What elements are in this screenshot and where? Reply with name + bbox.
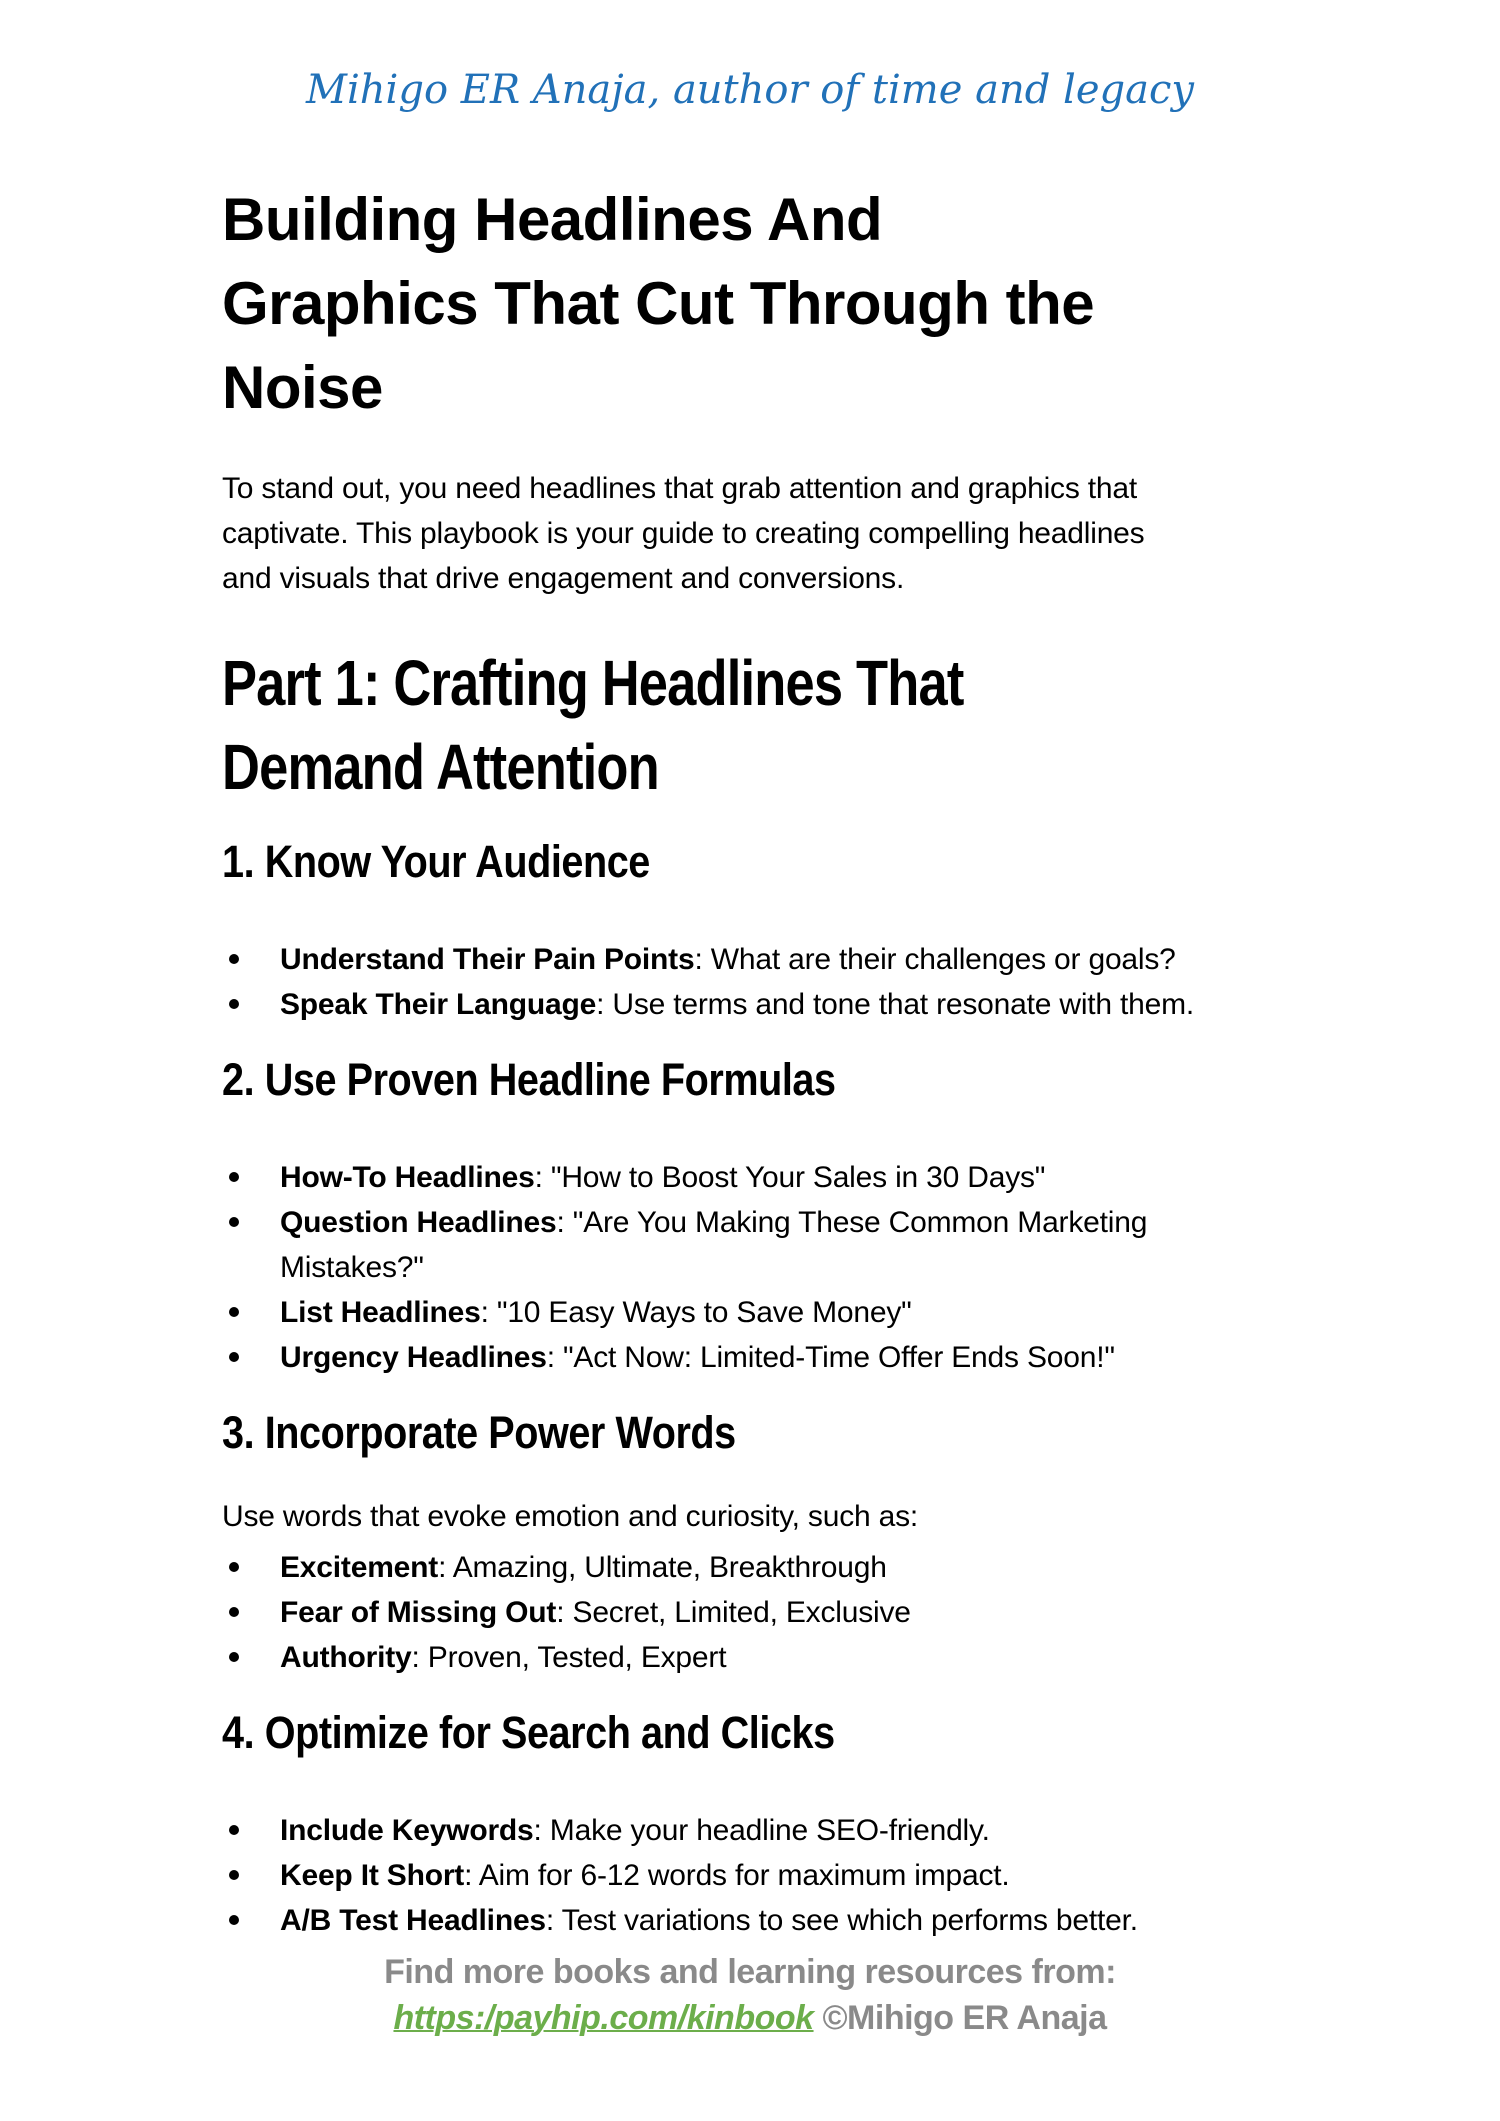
bullet-text: : "Act Now: Limited-Time Offer Ends Soon!": [546, 1341, 1115, 1374]
bullet-item: [222, 1590, 1420, 1635]
bullet-item: [222, 937, 1420, 982]
bullet-item: [222, 1155, 1420, 1200]
bullet-text: : "Are You Making These Common Marketing Mistakes?": [280, 1206, 1148, 1284]
bullet-text: : Use terms and tone that resonate with them.: [596, 988, 1195, 1021]
bullet-lead: Understand Their Pain Points: [280, 943, 695, 976]
bullet-text: : Proven, Tested, Expert: [411, 1641, 727, 1674]
bullet-text: : Test variations to see which performs better.: [545, 1904, 1138, 1937]
bullet-list-power-words: [222, 1545, 1420, 1680]
footer-note: Find more books and learning resources from:: [384, 1953, 1116, 1991]
footer-credits: [0, 1995, 1500, 2041]
bullet-text: : Make your headline SEO-friendly.: [533, 1814, 990, 1847]
bullet-list-know-your-audience: [222, 937, 1420, 1027]
bullet-text: : Secret, Limited, Exclusive: [556, 1596, 911, 1629]
copyright-text: ©Mihigo ER Anaja: [822, 1999, 1107, 2037]
bullet-lead: Fear of Missing Out: [280, 1596, 557, 1629]
bullet-lead: Excitement: [280, 1551, 439, 1584]
power-words-intro: Use words that evoke emotion and curiosity, such as:: [222, 1500, 919, 1533]
bullet-item: [222, 1635, 1420, 1680]
section-heading-know-your-audience: 1. Know Your Audience: [222, 836, 650, 887]
bullet-text: : "10 Easy Ways to Save Money": [480, 1296, 912, 1329]
bullet-item: [222, 1335, 1420, 1380]
footer: [0, 1949, 1500, 2041]
bullet-lead: A/B Test Headlines: [280, 1904, 546, 1937]
bullet-item: [222, 1290, 1420, 1335]
intro-paragraph: To stand out, you need headlines that grab attention and graphics that captivate. This playbook is your guide to creating compelling headlines and visuals that drive engagement and conversions.: [222, 472, 1145, 595]
bullet-text: : Amazing, Ultimate, Breakthrough: [438, 1551, 887, 1584]
bullet-text: : "How to Boost Your Sales in 30 Days": [534, 1161, 1046, 1194]
bullet-item: [222, 982, 1420, 1027]
bullet-lead: Keep It Short: [280, 1859, 465, 1892]
part-1-heading: Part 1: Crafting Headlines That Demand Attention: [222, 647, 964, 803]
bullet-lead: Include Keywords: [280, 1814, 534, 1847]
bullet-lead: How-To Headlines: [280, 1161, 535, 1194]
bullet-item: [222, 1853, 1420, 1898]
section-heading-power-words: 3. Incorporate Power Words: [222, 1407, 736, 1458]
bullet-list-headline-formulas: [222, 1155, 1420, 1380]
bullet-lead: List Headlines: [280, 1296, 481, 1329]
bullet-item: [222, 1545, 1420, 1590]
bullet-text: : What are their challenges or goals?: [694, 943, 1176, 976]
bullet-lead: Authority: [280, 1641, 412, 1674]
author-note: Mihigo ER Anaja, author of time and legacy: [306, 67, 1194, 113]
section-heading-optimize-search: 4. Optimize for Search and Clicks: [222, 1707, 835, 1758]
bullet-item: [222, 1808, 1420, 1853]
bullet-lead: Urgency Headlines: [280, 1341, 547, 1374]
bullet-item: [222, 1200, 1420, 1290]
section-heading-headline-formulas: 2. Use Proven Headline Formulas: [222, 1054, 836, 1105]
bullet-list-optimize-search: [222, 1808, 1420, 1943]
document-title: Building Headlines And Graphics That Cut Through the Noise: [222, 186, 1095, 421]
payhip-link[interactable]: https:/payhip.com/kinbook: [393, 1999, 814, 2037]
bullet-text: : Aim for 6-12 words for maximum impact.: [464, 1859, 1010, 1892]
bullet-lead: Question Headlines: [280, 1206, 557, 1239]
bullet-item: [222, 1898, 1420, 1943]
bullet-lead: Speak Their Language: [280, 988, 597, 1021]
